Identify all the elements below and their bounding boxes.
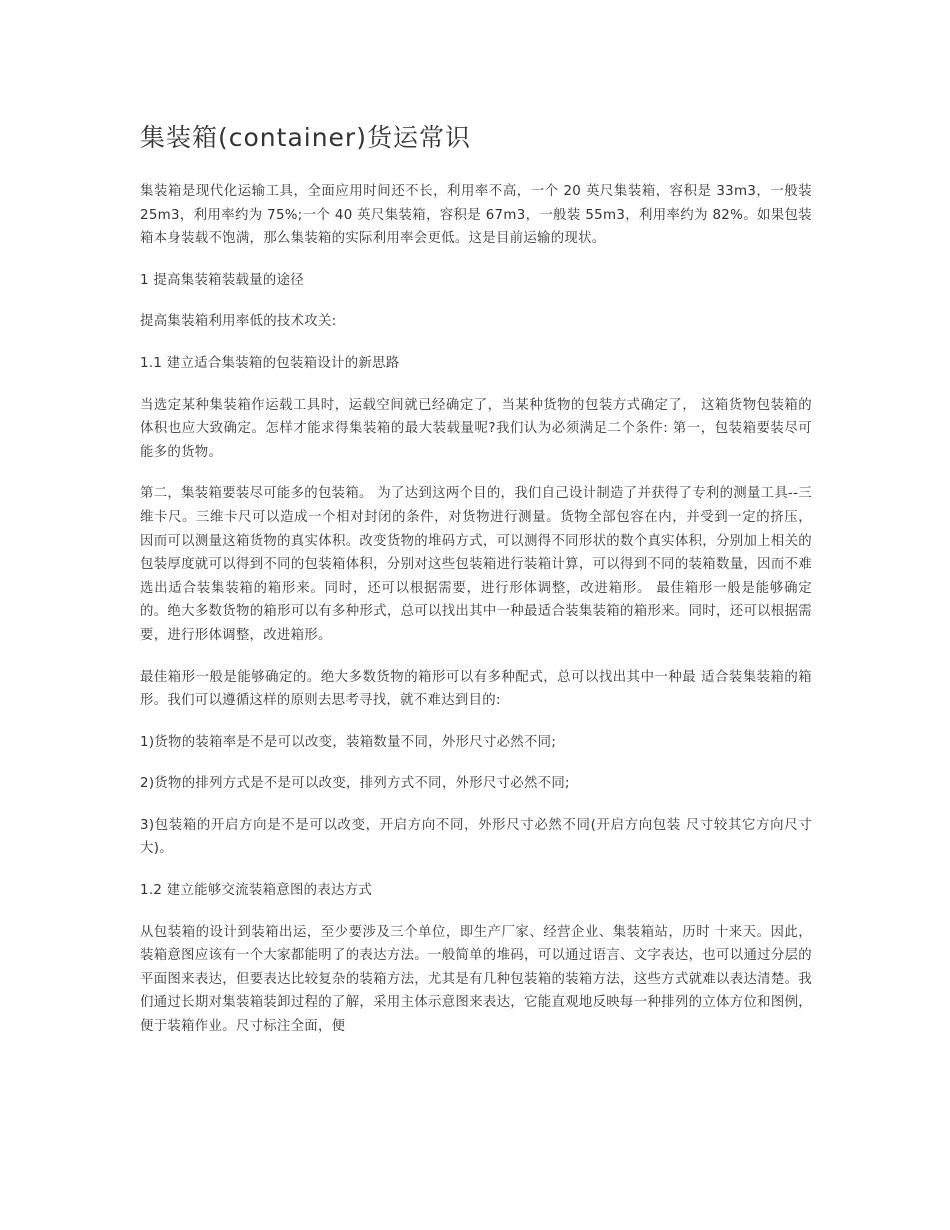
section-heading-1: 1 提高集装箱装载量的途径	[140, 272, 304, 288]
document-page	[140, 118, 812, 1057]
document-title: 集装箱(container)货运常识	[140, 123, 471, 152]
paragraph-best-shape: 最佳箱形一般是能够确定的。绝大多数货物的箱形可以有多种配式，总可以找出其中一种最 适合装集装箱的箱形。我们可以遵循这样的原则去思考寻找，就不难达到目的:	[140, 669, 812, 709]
paragraph-expression: 从包装箱的设计到装箱出运，至少要涉及三个单位，即生产厂家、经营企业、集装箱站，历时 十来天。因此，装箱意图应该有一个大家都能明了的表达方法。一般简单的堆码，可以通过语言、文字表达，也可以通过分层的平面图来表达，但要表达比较复杂的装箱方法，尤其是有几种包装箱的装箱方法，这些方式就难以表达清楚。我们通过长期对集装箱装卸过程的了解，采用主体示意图来表达，它能直观地反映每一种排列的立体方位和图例，便于装箱作业。尺寸标注全面，便	[140, 924, 812, 1035]
section-heading-1-1: 1.1 建立适合集装箱的包装箱设计的新思路	[140, 355, 400, 371]
list-item-2: 2)货物的排列方式是不是可以改变，排列方式不同，外形尺寸必然不同;	[140, 776, 570, 792]
section-heading-1-2: 1.2 建立能够交流装箱意图的表达方式	[140, 883, 373, 899]
paragraph-conditions: 当选定某种集装箱作运载工具时，运载空间就已经确定了，当某种货物的包装方式确定了， 这箱货物包装箱的体积也应大致确定。怎样才能求得集装箱的最大装载量呢?我们认为必须满足二个条件: 第一，包装箱要装尽可能多的货物。	[140, 397, 812, 460]
paragraph-tech: 提高集装箱利用率低的技术攻关:	[140, 314, 337, 330]
paragraph-intro: 集装箱是现代化运输工具，全面应用时间还不长，利用率不高，一个 20 英尺集装箱，容积是 33m3，一般装 25m3，利用率约为 75%;一个 40 英尺集装箱，容积是 67m3，一般装 55m3，利用率约为 82%。如果包装箱本身装载不饱满，那么集装箱的实际利用率会更低。这是目前运输的现状。	[140, 184, 812, 247]
list-item-1: 1)货物的装箱率是不是可以改变，装箱数量不同，外形尺寸必然不同;	[140, 734, 557, 750]
list-item-3: 3)包装箱的开启方向是不是可以改变，开启方向不同，外形尺寸必然不同(开启方向包装 尺寸较其它方向尺寸大)。	[140, 817, 812, 857]
paragraph-second-condition: 第二，集装箱要装尽可能多的包装箱。 为了达到这两个目的，我们自己设计制造了并获得了专利的测量工具--三维卡尺。三维卡尺可以造成一个相对封闭的条件，对货物进行测量。货物全部包容在内，并受到一定的挤压， 因而可以测量这箱货物的真实体积。改变货物的堆码方式，可以测得不同形状的数个真实体积，分别加上相关的包装厚度就可以得到不同的包装箱体积，分别对这些包装箱进行装箱计算，可以得到不同的装箱数量，因而不难选出适合装集装箱的箱形来。同时，还可以根据需要，进行形体调整，改进箱形。 最佳箱形一般是能够确定的。绝大多数货物的箱形可以有多种形式，总可以找出其中一种最适合装集装箱的箱形来。同时，还可以根据需要，进行形体调整，改进箱形。	[140, 486, 812, 643]
